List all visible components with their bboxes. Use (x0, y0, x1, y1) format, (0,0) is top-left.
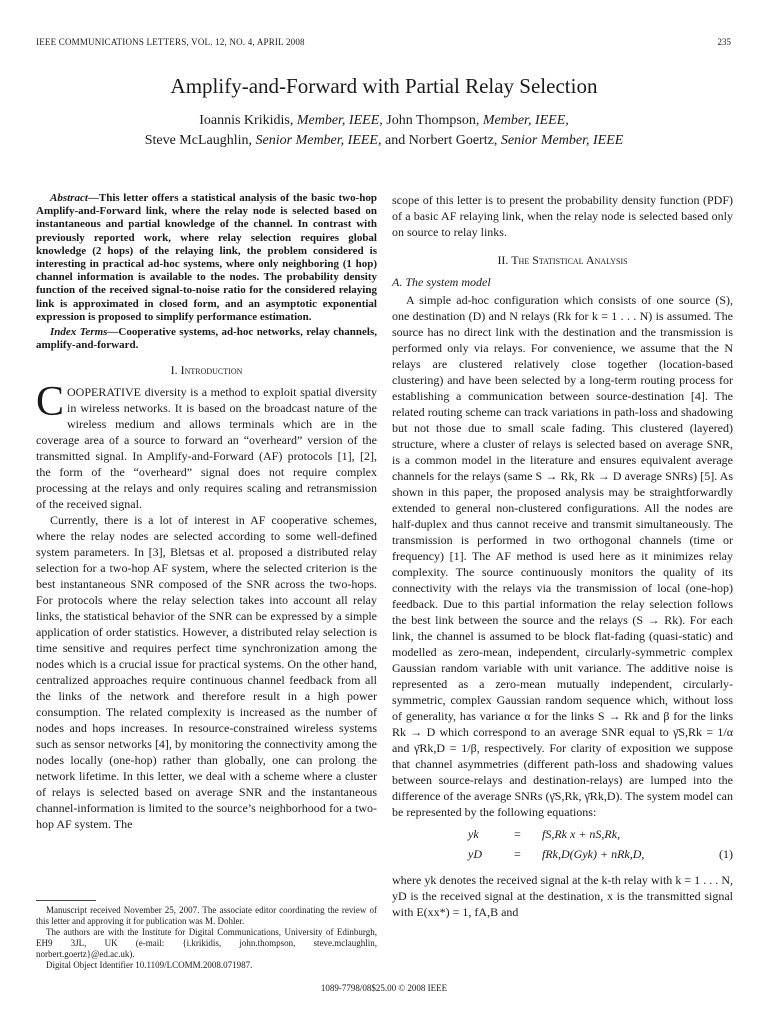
author-role: Member, IEEE, (482, 113, 569, 128)
left-column (36, 192, 377, 832)
intro-paragraph-1-text: OOPERATIVE diversity is a method to exploit spatial diversity in wireless networks. It is based on the broadcast nature of the wireless medium and allows terminals which are in the coverage area of a source to forward an “overheard” version of the transmitted signal. In Amplify-and-Forward (AF) protocols [1], [2], the form of the “overheard” signal does not require complex processing at the relays and only requires scaling and retransmission of the received signal. (36, 385, 377, 512)
author-role: Member, IEEE, (296, 113, 383, 128)
footnote-doi: Digital Object Identifier 10.1109/LCOMM.2008.071987. (46, 960, 253, 970)
equation-1 (392, 826, 733, 866)
equation-lhs: yk (468, 827, 479, 841)
introduction-body (36, 379, 377, 832)
author-name: Steve McLaughlin, (144, 133, 256, 148)
author-name: John Thompson, (382, 113, 483, 128)
footnote-manuscript: Manuscript received November 25, 2007. The associate editor coordinating the review of this letter and approving it for publication was M. Dohler. (36, 905, 377, 926)
equation-rhs: fRk,D(Gyk) + nRk,D, (542, 847, 645, 861)
footnote-rule (36, 900, 96, 901)
system-model-paragraph: A simple ad-hoc configuration which consists of one source (S), one destination (D) and N relays (Rk for k = 1 . . . N) is assumed. The source has no direct link with the destination and the transmission is performed only via relays. For convenience, we assume that the N relays are clustered relatively close together (location-based clustering) and have been selected by a long-term routing process for establishing a communication between source-destination [4]. The related routing scheme can track variations in path-loss and shadowing but not those due to small scale fading. This clustered (layered) structure, where a cluster of relays is selected based on average SNR, is a common model in the literature and ensures equivalent average channels for the relays (same S → Rk, Rk → D average SNRs) [5]. As shown in this paper, the proposed analysis may be straightforwardly extended to general non-clustered configurations. All the nodes are half-duplex and thus cannot receive and transmit simultaneously. The transmission is performed in two orthogonal channels (time or frequency) [1]. The AF method is used here as it minimizes relay complexity. The source continuously monitors the quality of its connectivity with the relays via the transmission of local (one-hop) feedback. Due to this partial information the relay selection follows the best link between the source and the relays (S → Rk). For each link, the channel is assumed to be block flat-fading (quasi-static) and modelled as zero-mean, independent, circularly-symmetric complex Gaussian random variable with unit variance. The additive noise is represented as a zero-mean mutually independent, circularly-symmetric, complex Gaussian random sequence which, without loss of generality, has variance α for the links S → Rk and β for the links Rk → D which correspond to an average SNR equal to γ̄S,Rk = 1/α and γ̄Rk,D = 1/β, respectively. For clarity of exposition we suppose that channel asymmetries (different path-loss and shadowing values between source-relays and destination-relays) are lumped into the difference of the average SNRs (γ̄S,Rk, γ̄Rk,D). The system model can be represented by the following equations: (392, 293, 733, 819)
copyright-footer: 1089-7798/08$25.00 © 2008 IEEE (320, 983, 448, 993)
index-terms-label: Index Terms— (50, 326, 119, 339)
paper-title: Amplify-and-Forward with Partial Relay Selection (170, 74, 598, 98)
author-list (0, 111, 768, 151)
abstract-text: This letter offers a statistical analysis of the basic two-hop Amplify-and-Forward link, where the relay node is selected based on instantaneous and partial knowledge of the channel. In contrast with previously reported work, where relay selection requires global knowledge (2 hops) of the relaying link, the problem considered is interesting in practical ad-hoc systems, where only neighboring (1 hop) channel information is available to the nodes. The probability density function of the received signal-to-noise ratio for the considered relaying link is approximated in closed form, and an asymptotic exponential expression is proposed to simplify performance estimation. (36, 192, 377, 323)
page-number: 235 (717, 37, 731, 47)
author-role: Senior Member, IEEE (500, 133, 624, 148)
abstract-paragraph (36, 192, 377, 324)
equation-operator: = (514, 847, 521, 861)
section-heading-introduction: I. Introduction (170, 363, 243, 378)
section-heading-statistical-analysis: II. The Statistical Analysis (497, 253, 628, 267)
equation-number: (1) (719, 847, 733, 861)
running-header: IEEE COMMUNICATIONS LETTERS, VOL. 12, NO. 4, APRIL 2008 (36, 37, 305, 47)
author-name: and Norbert Goertz, (381, 133, 501, 148)
author-role: Senior Member, IEEE, (255, 133, 382, 148)
after-equation-paragraph: where yk denotes the received signal at the k-th relay with k = 1 . . . N, yD is the received signal at the destination, x is the transmitted signal with E(xx*) = 1, fA,B and (392, 873, 733, 919)
author-line-2 (0, 131, 768, 151)
abstract-label: Abstract— (50, 192, 99, 204)
abstract (36, 192, 377, 352)
author-name: Ioannis Krikidis, (199, 113, 297, 128)
index-terms-text: Cooperative systems, ad-hoc networks, relay channels, amplify-and-forward. (36, 326, 377, 352)
author-line-1 (0, 111, 768, 131)
intro-paragraph-2: Currently, there is a lot of interest in AF cooperative schemes, where the relay nodes are selected according to some well-defined system parameters. In [3], Bletsas et al. proposed a distributed relay selection for a two-hop AF system, where the selected criterion is the best instantaneous SNR composed of the SNR across the two-hops. For protocols where the relay selection takes into account all relay links, the statistical behavior of the SNR can be expressed by a simple application of order statistics. However, a distributed relay selection is time sensitive and requires perfect time synchronization among the nodes which is a crucial issue for practical systems. On the other hand, centralized approaches require continuous channel feedback from all the links of the network and therefore result in a high power consumption. The related complexity is increased as the number of nodes and hops increases. In resource-constrained wireless systems such as sensor networks [4], by monitoring the connectivity among the nodes locally (one-hop) rather than globally, one can prolong the network lifetime. In this letter, we deal with a scheme where a cluster of relays is selected based on average SNR and the instantaneous channel-information is limited to the source’s neighborhood for a two-hop AF system. The (36, 513, 377, 832)
footnote-affiliation: The authors are with the Institute for Digital Communications, University of Edinburgh, EH9 3JL, UK (e-mail: {i.krikidis, john.thompson, steve.mclaughlin, norbert.goertz}@ed.ac.uk). (36, 927, 377, 959)
right-column (392, 192, 733, 920)
footnotes (36, 905, 377, 971)
equation-operator: = (514, 827, 521, 841)
drop-cap: C (36, 379, 65, 426)
equation-lhs: yD (468, 847, 482, 861)
intro-continuation: scope of this letter is to present the probability density function (PDF) of a basic AF relaying link, when the relay node is selected based only on source to relay links. (392, 193, 733, 239)
index-terms (36, 326, 377, 352)
subsection-heading-system-model: A. The system model (392, 275, 491, 289)
intro-paragraph-1 (36, 379, 377, 512)
equation-rhs: fS,Rk x + nS,Rk, (542, 827, 621, 841)
